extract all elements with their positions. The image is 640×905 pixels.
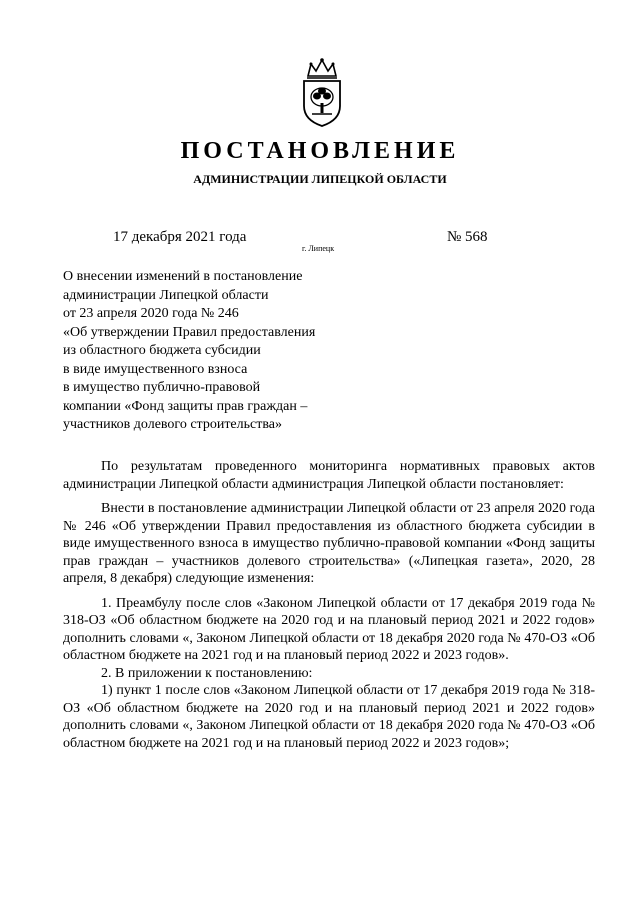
- body-paragraph: Внести в постановление администрации Липецкой области от 23 апреля 2020 года № 246 «Об утверждении Правил предоставления из областного бюджета субсидии в виде имущественного взноса в имущество публично-правовой компании «Фонд защиты прав граждан – участников долевого строительства» («Липецкая газета», 2020, 28 апреля, 8 декабря) следующие изменения:: [63, 501, 595, 586]
- document-subject: [63, 268, 363, 435]
- body-paragraph: 2. В приложении к постановлению:: [101, 665, 313, 681]
- subject-line: компании «Фонд защиты прав граждан –: [63, 398, 308, 414]
- subject-line: от 23 апреля 2020 года № 246: [63, 306, 239, 321]
- body-paragraph: 1. Преамбулу после слов «Законом Липецкой области от 17 декабря 2019 года № 318-ОЗ «Об областном бюджете на 2020 год и на плановый период 2021 и 2022 годов» дополнить словами «, Законом Липецкой области от 18 декабря 2020 года № 470-ОЗ «Об областном бюджете на 2021 год и на плановый период 2022 и 2023 годов».: [63, 595, 595, 663]
- subject-line: О внесении изменений в постановление: [63, 269, 303, 284]
- subject-line: участников долевого строительства»: [63, 417, 282, 432]
- subject-line: в виде имущественного взноса: [63, 361, 248, 377]
- document-city: г. Липецк: [302, 244, 335, 253]
- subject-line: администрации Липецкой области: [63, 287, 269, 303]
- body-paragraph: 1) пункт 1 после слов «Законом Липецкой области от 17 декабря 2019 года № 318-ОЗ «Об областном бюджете на 2020 год и на плановый период 2021 и 2022 годов» дополнить словами «, Законом Липецкой области от 18 декабря 2020 года № 470-ОЗ «Об областном бюджете на 2021 год и на плановый период 2022 и 2023 годов»;: [63, 683, 595, 751]
- document-date: 17 декабря 2021 года: [113, 229, 247, 245]
- subject-line: в имущество публично-правовой: [63, 380, 261, 395]
- subject-line: из областного бюджета субсидии: [63, 343, 261, 358]
- body-paragraph: По результатам проведенного мониторинга нормативных правовых актов администрации Липецкой области администрация Липецкой области постановляет:: [63, 459, 595, 492]
- subject-line: «Об утверждении Правил предоставления: [63, 324, 316, 340]
- document-number: № 568: [447, 229, 488, 245]
- issuing-authority: АДМИНИСТРАЦИИ ЛИПЕЦКОЙ ОБЛАСТИ: [193, 172, 447, 186]
- document-type-title: ПОСТАНОВЛЕНИЕ: [180, 138, 460, 164]
- document-body: [63, 458, 595, 752]
- coat-of-arms-icon: [298, 56, 346, 128]
